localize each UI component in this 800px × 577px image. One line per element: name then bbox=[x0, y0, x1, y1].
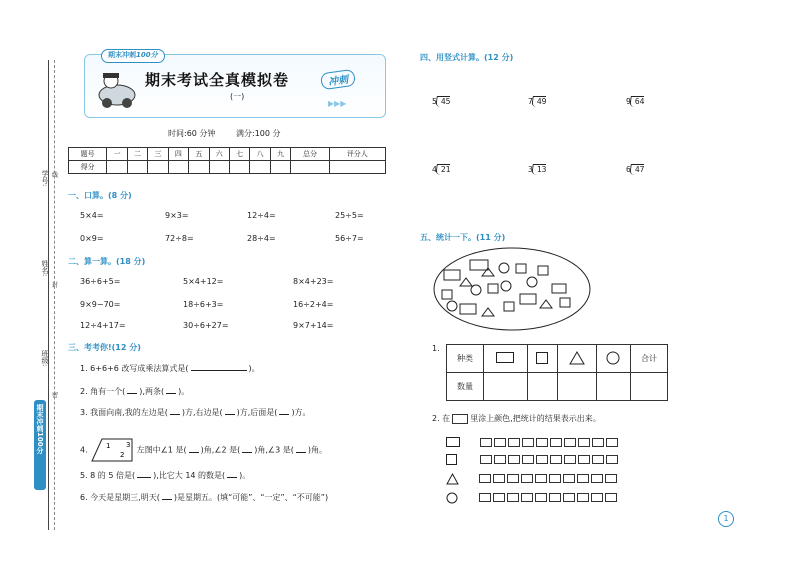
fill-box[interactable] bbox=[549, 474, 561, 483]
angle-label-3: 3 bbox=[126, 441, 131, 449]
answer-blank[interactable] bbox=[127, 385, 137, 394]
triangle-shape bbox=[482, 308, 494, 316]
fill-box[interactable] bbox=[536, 455, 548, 464]
fill-box[interactable] bbox=[494, 438, 506, 447]
answer-blank[interactable] bbox=[137, 469, 151, 478]
answer-blank[interactable] bbox=[279, 406, 289, 415]
pictograph-row-square bbox=[446, 450, 620, 469]
triangle-shape bbox=[460, 278, 472, 286]
fill-box[interactable] bbox=[591, 493, 603, 502]
s2-item: 9×9−70= bbox=[80, 300, 121, 309]
long-division-problem: 7 49 bbox=[528, 97, 547, 106]
s3-question-1: 1. 6+6+6 改写成乘法算式是( )。 bbox=[80, 364, 260, 373]
square-shape bbox=[488, 284, 498, 293]
seal-dashed-line bbox=[54, 60, 55, 530]
rectangle-shape bbox=[470, 260, 488, 270]
square-shape bbox=[442, 290, 452, 299]
angle-label-2: 2 bbox=[120, 451, 125, 459]
s3-question-5: 5. 8 的 5 倍是( ),比它大 14 的数是( )。 bbox=[80, 471, 251, 480]
answer-blank[interactable] bbox=[242, 444, 252, 453]
score-cell[interactable] bbox=[189, 161, 209, 174]
fill-box[interactable] bbox=[550, 455, 562, 464]
long-division-problem: 6 47 bbox=[626, 165, 645, 174]
fill-box[interactable] bbox=[535, 474, 547, 483]
page-number: 1 bbox=[718, 511, 734, 527]
fill-box[interactable] bbox=[578, 455, 590, 464]
s5-question-1-label: 1. bbox=[432, 344, 440, 353]
s1-item: 9×3= bbox=[165, 211, 189, 220]
answer-blank[interactable] bbox=[170, 406, 180, 415]
square-shape bbox=[516, 264, 526, 273]
score-cell[interactable] bbox=[291, 161, 329, 174]
square-icon bbox=[446, 454, 457, 465]
section-4-title: 四、用竖式计算。(12 分) bbox=[420, 53, 514, 62]
name-label: 姓名: bbox=[41, 260, 49, 277]
answer-blank[interactable] bbox=[166, 385, 176, 394]
score-header-cell: 六 bbox=[209, 148, 229, 161]
margin-brand bbox=[34, 400, 46, 490]
fill-box[interactable] bbox=[507, 474, 519, 483]
fill-box[interactable] bbox=[564, 455, 576, 464]
fill-box[interactable] bbox=[494, 455, 506, 464]
rectangle-shape bbox=[520, 294, 536, 304]
circle-shape bbox=[527, 277, 537, 287]
s1-item: 56÷7= bbox=[335, 234, 364, 243]
seal-feng-text: 封 bbox=[52, 282, 59, 289]
fill-box[interactable] bbox=[521, 474, 533, 483]
arrow-decoration: ▶▶▶ bbox=[328, 99, 347, 108]
fill-box[interactable] bbox=[605, 493, 617, 502]
pictograph-row-rectangle bbox=[446, 434, 620, 450]
score-header-cell: 三 bbox=[148, 148, 168, 161]
title-banner bbox=[84, 51, 386, 118]
fill-box[interactable] bbox=[536, 438, 548, 447]
circle-shape bbox=[447, 301, 457, 311]
answer-blank[interactable] bbox=[225, 406, 235, 415]
pictograph-chart bbox=[446, 434, 620, 507]
square-shape bbox=[538, 266, 548, 275]
fill-box[interactable] bbox=[577, 493, 589, 502]
circle-icon bbox=[446, 492, 458, 504]
long-division-problem: 5 45 bbox=[432, 97, 451, 106]
fill-box[interactable] bbox=[577, 474, 589, 483]
fill-box[interactable] bbox=[522, 455, 534, 464]
fill-box[interactable] bbox=[578, 438, 590, 447]
rectangle-shape bbox=[460, 304, 476, 314]
score-cell[interactable] bbox=[270, 161, 290, 174]
score-header-cell: 七 bbox=[229, 148, 249, 161]
exam-time: 时间:60 分钟 bbox=[168, 129, 216, 138]
triangle-shape bbox=[540, 300, 552, 308]
score-header-row bbox=[69, 148, 386, 161]
triangle-icon bbox=[557, 345, 596, 373]
score-header-cell: 一 bbox=[107, 148, 127, 161]
score-table bbox=[68, 147, 386, 174]
seal-solid-line bbox=[48, 60, 49, 530]
answer-blank[interactable] bbox=[296, 444, 306, 453]
fill-box[interactable] bbox=[563, 493, 575, 502]
shapes-ellipse-figure bbox=[432, 246, 592, 332]
section-3-title: 三、考考你!(12 分) bbox=[68, 343, 141, 352]
exam-full-score: 满分:100 分 bbox=[236, 129, 281, 138]
score-header-cell: 题号 bbox=[69, 148, 107, 161]
section-5-title: 五、统计一下。(11 分) bbox=[420, 233, 506, 242]
fill-box[interactable] bbox=[493, 474, 505, 483]
slogan-text: 期末冲刺 bbox=[108, 51, 136, 59]
circle-shape bbox=[501, 281, 511, 291]
s3-question-4: 4. 1 2 3 左图中∠1 是( )角,∠2 是( )角,∠3 是( )角。 bbox=[80, 437, 327, 463]
fill-box[interactable] bbox=[606, 455, 618, 464]
slogan-tail: 100分 bbox=[136, 51, 158, 59]
fill-box[interactable] bbox=[606, 438, 618, 447]
s3-question-6: 6. 今天是星期三,明天( )是星期五。(填“可能”、“一定”、“不可能”) bbox=[80, 493, 329, 502]
score-cell[interactable] bbox=[168, 161, 188, 174]
fill-box[interactable] bbox=[591, 474, 603, 483]
exam-series: (一) bbox=[230, 92, 245, 101]
circle-shape bbox=[499, 263, 509, 273]
slogan-badge bbox=[101, 49, 165, 63]
s2-item: 36÷6+5= bbox=[80, 277, 121, 286]
sprint-stamp: 冲刺 bbox=[320, 69, 356, 91]
s2-item: 16÷2+4= bbox=[293, 300, 334, 309]
pictograph-row-circle bbox=[446, 488, 620, 507]
fill-box[interactable] bbox=[507, 493, 519, 502]
score-cell[interactable] bbox=[229, 161, 249, 174]
s1-item: 0×9= bbox=[80, 234, 104, 243]
rectangle-shape bbox=[444, 270, 460, 280]
section-1-title: 一、口算。(8 分) bbox=[68, 191, 132, 200]
score-header-cell: 五 bbox=[189, 148, 209, 161]
count-cell[interactable] bbox=[596, 373, 630, 401]
fill-box[interactable] bbox=[564, 438, 576, 447]
fill-box[interactable] bbox=[493, 493, 505, 502]
s1-item: 25÷5= bbox=[335, 211, 364, 220]
score-header-cell: 总分 bbox=[291, 148, 329, 161]
answer-blank[interactable] bbox=[189, 444, 199, 453]
seal-mi-text: 密 bbox=[52, 392, 59, 399]
count-cell[interactable] bbox=[527, 373, 557, 401]
rectangle-icon bbox=[484, 345, 528, 373]
fill-box[interactable] bbox=[605, 474, 617, 483]
square-shape bbox=[504, 302, 514, 311]
score-header-cell: 评分人 bbox=[329, 148, 385, 161]
score-header-cell: 四 bbox=[168, 148, 188, 161]
rectangle-shape bbox=[552, 284, 566, 293]
long-division-problem: 4 21 bbox=[432, 165, 451, 174]
pictograph-row-triangle bbox=[446, 469, 620, 488]
s2-item: 5×4+12= bbox=[183, 277, 224, 286]
circle-icon bbox=[596, 345, 630, 373]
exam-title: 期末考试全真模拟卷 bbox=[145, 71, 290, 89]
seal-line-text: 线 bbox=[52, 172, 59, 179]
fill-box[interactable] bbox=[549, 493, 561, 502]
shape-count-table bbox=[446, 344, 668, 401]
s3-question-2: 2. 角有一个( ),两条( )。 bbox=[80, 387, 190, 396]
fill-box[interactable] bbox=[480, 455, 492, 464]
fill-box[interactable] bbox=[479, 493, 491, 502]
answer-blank[interactable] bbox=[227, 469, 237, 478]
s2-item: 8×4+23= bbox=[293, 277, 334, 286]
square-icon bbox=[527, 345, 557, 373]
square-shape bbox=[560, 298, 570, 307]
s5-question-2: 2. 在 里涂上颜色,把统计的结果表示出来。 bbox=[432, 414, 601, 423]
s1-item: 72÷8= bbox=[165, 234, 194, 243]
rectangle-icon bbox=[446, 437, 460, 447]
color-box-icon bbox=[452, 414, 468, 424]
fill-box[interactable] bbox=[592, 438, 604, 447]
shape-kind-row bbox=[447, 345, 668, 373]
section-2-title: 二、算一算。(18 分) bbox=[68, 257, 146, 266]
s2-item: 18÷6+3= bbox=[183, 300, 224, 309]
score-cell[interactable] bbox=[250, 161, 270, 174]
fill-box[interactable] bbox=[535, 493, 547, 502]
margin-brand-text: 期末冲刺100分 bbox=[36, 404, 44, 454]
fill-box[interactable] bbox=[592, 455, 604, 464]
trapezoid-angle-figure bbox=[90, 437, 134, 463]
score-cell[interactable] bbox=[107, 161, 127, 174]
score-row-label: 得分 bbox=[69, 161, 107, 174]
angle-label-1: 1 bbox=[106, 442, 111, 450]
s1-item: 5×4= bbox=[80, 211, 104, 220]
score-header-cell: 二 bbox=[127, 148, 147, 161]
student-id-label: 学号: bbox=[41, 170, 49, 187]
s1-item: 12÷4= bbox=[247, 211, 276, 220]
circle-shape bbox=[471, 285, 481, 295]
fill-box[interactable] bbox=[522, 438, 534, 447]
class-label: 班级: bbox=[41, 350, 49, 367]
score-cell[interactable] bbox=[329, 161, 385, 174]
s2-item: 9×7+14= bbox=[293, 321, 334, 330]
s2-item: 30÷6+27= bbox=[183, 321, 229, 330]
s1-item: 28÷4= bbox=[247, 234, 276, 243]
fill-box[interactable] bbox=[550, 438, 562, 447]
total-label: 合计 bbox=[631, 345, 668, 373]
fill-box[interactable] bbox=[508, 455, 520, 464]
fill-box[interactable] bbox=[521, 493, 533, 502]
score-header-cell: 九 bbox=[270, 148, 290, 161]
score-value-row bbox=[69, 161, 386, 174]
fill-box[interactable] bbox=[479, 474, 491, 483]
count-label: 数量 bbox=[447, 373, 484, 401]
long-division-problem: 3 13 bbox=[528, 165, 547, 174]
answer-blank[interactable] bbox=[191, 362, 247, 371]
binding-margin bbox=[20, 40, 75, 540]
s3-question-3: 3. 我面向南,我的左边是( )方,右边是( )方,后面是( )方。 bbox=[80, 408, 311, 417]
s2-item: 12÷4+17= bbox=[80, 321, 126, 330]
mascot-car-icon bbox=[95, 69, 137, 109]
shape-count-row bbox=[447, 373, 668, 401]
count-cell[interactable] bbox=[631, 373, 668, 401]
answer-blank[interactable] bbox=[162, 491, 172, 500]
score-header-cell: 八 bbox=[250, 148, 270, 161]
long-division-problem: 9 64 bbox=[626, 97, 645, 106]
score-cell[interactable] bbox=[148, 161, 168, 174]
triangle-icon bbox=[446, 473, 459, 485]
count-cell[interactable] bbox=[557, 373, 596, 401]
fill-box[interactable] bbox=[480, 438, 492, 447]
fill-box[interactable] bbox=[508, 438, 520, 447]
kind-label: 种类 bbox=[447, 345, 484, 373]
score-cell[interactable] bbox=[209, 161, 229, 174]
fill-box[interactable] bbox=[563, 474, 575, 483]
count-cell[interactable] bbox=[484, 373, 528, 401]
score-cell[interactable] bbox=[127, 161, 147, 174]
